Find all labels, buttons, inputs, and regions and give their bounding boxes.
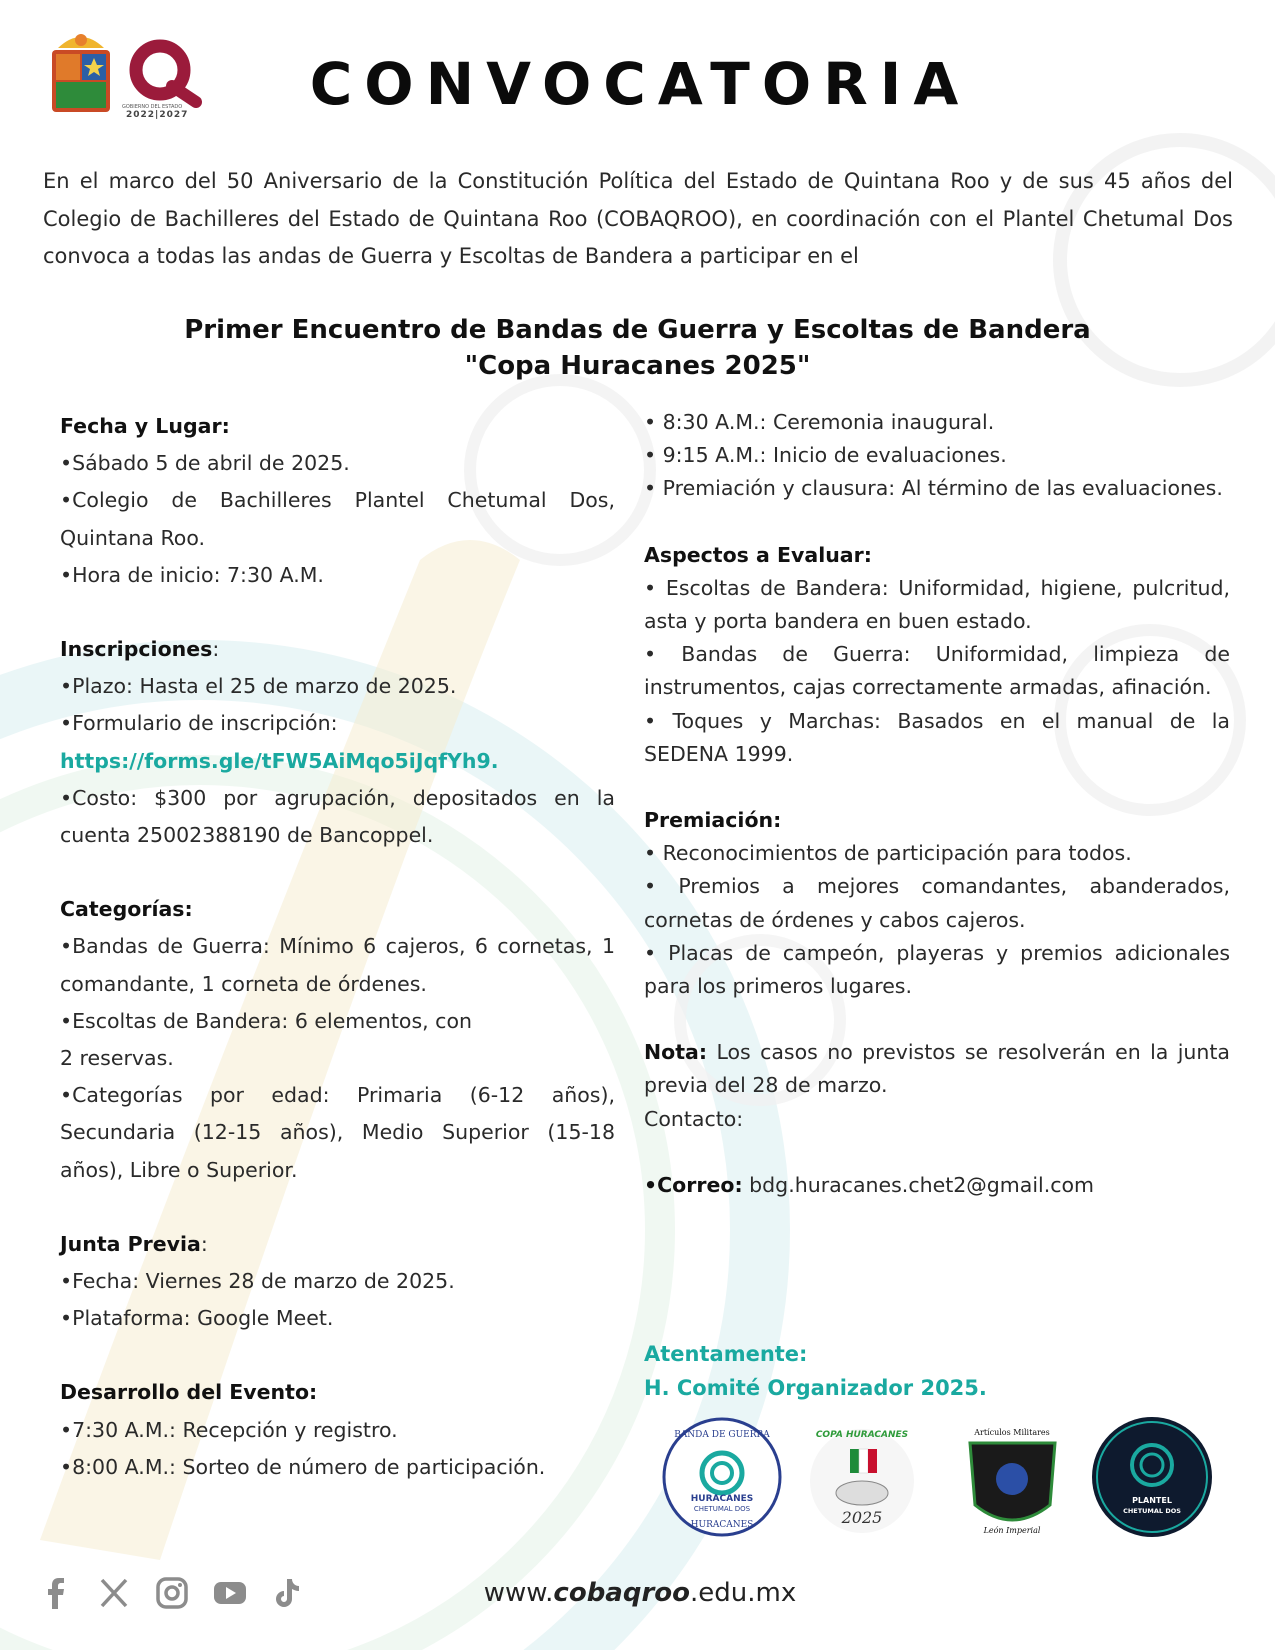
badge2-year-text: 2025: [841, 1508, 883, 1527]
desarrollo-item: • Premiación y clausura: Al término de las evaluaciones.: [644, 476, 1223, 501]
junta-heading: Junta Previa: [60, 1231, 201, 1256]
plantel-chetumal-dos-badge: [1090, 1415, 1215, 1540]
junta-item: •Fecha: Viernes 28 de marzo de 2025.: [60, 1269, 455, 1294]
badge1-top-text: BANDA DE GUERRA: [674, 1430, 770, 1440]
aspectos-heading: Aspectos a Evaluar:: [644, 542, 872, 567]
contacto-label: Contacto:: [644, 1106, 744, 1131]
signature-line2: H. Comité Organizador 2025.: [644, 1376, 987, 1400]
categorias-item: 2 reservas.: [60, 1046, 174, 1071]
fecha-heading: Fecha y Lugar:: [60, 414, 230, 438]
website-prefix: www.: [483, 1578, 554, 1608]
badge4-text2: CHETUMAL DOS: [1123, 1507, 1181, 1515]
desarrollo-item: •8:00 A.M.: Sorteo de número de participación.: [60, 1454, 546, 1479]
aspectos-item: • Toques y Marchas: Basados en el manual de la SEDENA 1999.: [644, 708, 1230, 766]
left-column: [60, 408, 615, 1486]
articulos-militares-badge: [950, 1415, 1075, 1540]
x-icon[interactable]: [96, 1575, 132, 1611]
desarrollo-item: •7:30 A.M.: Recepción y registro.: [60, 1417, 398, 1442]
premiacion-item: • Premios a mejores comandantes, abanderados, cornetas de órdenes y cabos cajeros.: [644, 874, 1230, 932]
badge3-bottom-text: León Imperial: [983, 1526, 1041, 1535]
quintana-roo-q-logo: [120, 36, 210, 108]
fecha-item: •Colegio de Bachilleres Plantel Chetumal Dos, Quintana Roo.: [60, 488, 615, 550]
banda-de-guerra-huracanes-badge: [660, 1415, 785, 1540]
badge1-bottom-text: HURACANES: [690, 1520, 754, 1530]
logo-years: 2022|2027: [126, 110, 189, 120]
signature-block: [644, 1337, 987, 1405]
correo-label: •Correo:: [644, 1172, 743, 1197]
premiacion-item: • Reconocimientos de participación para todos.: [644, 841, 1132, 866]
badge1-mid-text: HURACANES: [690, 1494, 754, 1504]
categorias-item: •Categorías por edad: Primaria (6-12 años), Secundaria (12-15 años), Medio Superior (15-18 años), Libre o Superior.: [60, 1083, 615, 1182]
inscripciones-item: •Plazo: Hasta el 25 de marzo de 2025.: [60, 674, 457, 699]
sponsor-badges: [660, 1415, 1235, 1555]
desarrollo-item: • 9:15 A.M.: Inicio de evaluaciones.: [644, 443, 1007, 468]
badge1-sub-text: CHETUMAL DOS: [693, 1505, 751, 1513]
badge4-text1: PLANTEL: [1132, 1496, 1172, 1505]
categorias-item: •Escoltas de Bandera: 6 elementos, con: [60, 1008, 472, 1033]
inscripciones-colon: :: [212, 637, 220, 662]
website-suffix: .edu.mx: [690, 1578, 797, 1608]
fecha-item: •Hora de inicio: 7:30 A.M.: [60, 562, 324, 587]
inscripciones-heading: Inscripciones: [60, 637, 213, 662]
categorias-item: •Bandas de Guerra: Mínimo 6 cajeros, 6 cornetas, 1 comandante, 1 corneta de órdenes.: [60, 934, 615, 996]
junta-item: •Plataforma: Google Meet.: [60, 1306, 334, 1331]
instagram-icon[interactable]: [154, 1575, 190, 1611]
website-brand: cobaqroo: [553, 1578, 691, 1608]
government-logos: [50, 30, 220, 125]
youtube-icon[interactable]: [212, 1575, 248, 1611]
desarrollo-item: • 8:30 A.M.: Ceremonia inaugural.: [644, 410, 995, 434]
junta-colon: :: [200, 1231, 208, 1256]
tiktok-icon[interactable]: [270, 1575, 306, 1611]
categorias-heading: Categorías:: [60, 897, 193, 922]
event-title: [60, 312, 1215, 384]
aspectos-item: • Bandas de Guerra: Uniformidad, limpieza de instrumentos, cajas correctamente armadas, afinación.: [644, 642, 1230, 700]
signature-line1: Atentamente:: [644, 1342, 808, 1366]
nota-label: Nota:: [644, 1040, 708, 1065]
premiacion-item: • Placas de campeón, playeras y premios adicionales para los primeros lugares.: [644, 940, 1230, 999]
fecha-item: •Sábado 5 de abril de 2025.: [60, 451, 350, 476]
badge2-top-text: COPA HURACANES: [815, 1430, 909, 1440]
page-title: CONVOCATORIA: [309, 50, 971, 118]
website-url[interactable]: [440, 1578, 840, 1608]
nota-text: Los casos no previstos se resolverán en la junta previa del 28 de marzo.: [644, 1040, 1230, 1098]
premiacion-heading: Premiación:: [644, 808, 782, 833]
desarrollo-heading: Desarrollo del Evento:: [60, 1380, 318, 1405]
registration-form-link[interactable]: https://forms.gle/tFW5AiMqo5iJqfYh9.: [60, 748, 499, 773]
inscripciones-item: •Formulario de inscripción:: [60, 711, 338, 736]
event-title-line1: Primer Encuentro de Bandas de Guerra y Escoltas de Bandera: [184, 315, 1091, 345]
logo-caption: GOBIERNO DEL ESTADO: [122, 104, 183, 110]
inscripciones-cost: •Costo: $300 por agrupación, depositados en la cuenta 25002388190 de Bancoppel.: [60, 785, 615, 848]
event-title-line2: "Copa Huracanes 2025": [464, 351, 811, 381]
right-column: [644, 406, 1230, 1202]
intro-paragraph: En el marco del 50 Aniversario de la Constitución Política del Estado de Quintana Roo y de sus 45 años del Colegio de Bachilleres del Estado de Quintana Roo (COBAQROO), en coordinación con el Plantel Chetumal Dos convoca a todas las andas de Guerra y Escoltas de Bandera a participar en el: [43, 169, 1233, 268]
aspectos-item: • Escoltas de Bandera: Uniformidad, higiene, pulcritud, asta y porta bandera en buen estado.: [644, 575, 1230, 634]
facebook-icon[interactable]: [38, 1575, 74, 1611]
correo-email[interactable]: bdg.huracanes.chet2@gmail.com: [742, 1172, 1095, 1197]
badge3-top-text: Artículos Militares: [974, 1428, 1050, 1437]
copa-huracanes-badge: [800, 1415, 925, 1540]
